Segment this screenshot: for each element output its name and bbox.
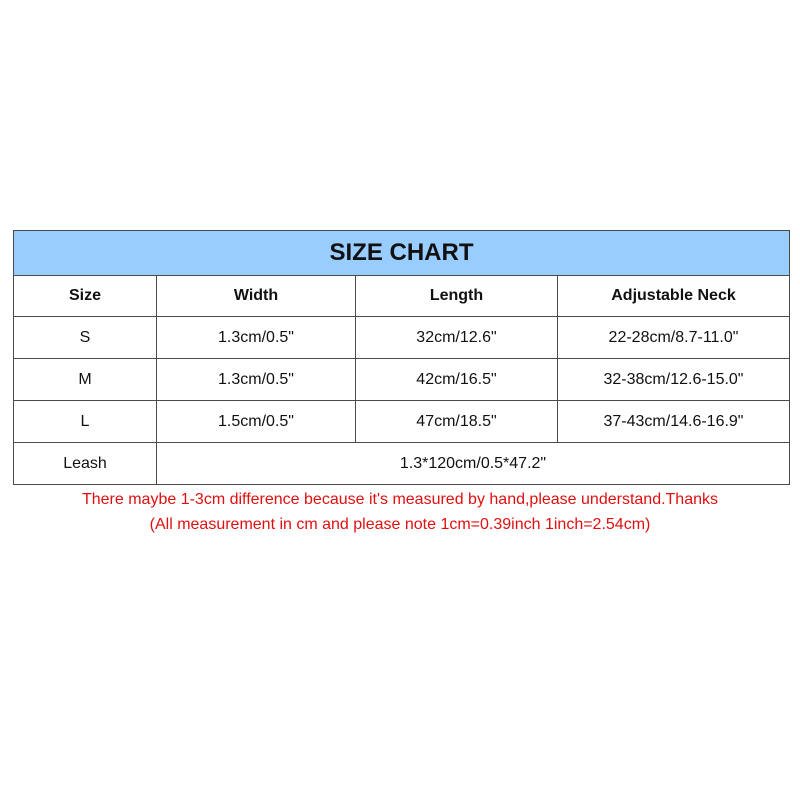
table-row — [14, 317, 790, 359]
neck-cell: 22-28cm/8.7-11.0" — [558, 317, 790, 359]
leash-row — [14, 443, 790, 485]
neck-cell: 37-43cm/14.6-16.9" — [558, 401, 790, 443]
width-cell: 1.5cm/0.5" — [157, 401, 356, 443]
width-cell: 1.3cm/0.5" — [157, 359, 356, 401]
header-adjustable-neck: Adjustable Neck — [558, 276, 790, 317]
header-row — [14, 276, 790, 317]
unit-conversion-note: (All measurement in cm and please note 1cm=0.39inch 1inch=2.54cm) — [149, 516, 651, 533]
table-row — [14, 359, 790, 401]
neck-cell: 32-38cm/12.6-15.0" — [558, 359, 790, 401]
length-cell: 47cm/18.5" — [356, 401, 558, 443]
chart-title: SIZE CHART — [14, 231, 790, 276]
size-chart-table — [13, 230, 790, 485]
length-cell: 32cm/12.6" — [356, 317, 558, 359]
measurement-difference-note: There maybe 1-3cm difference because it's measured by hand,please understand.Thanks — [81, 491, 718, 508]
header-size: Size — [14, 276, 157, 317]
table-row — [14, 401, 790, 443]
width-cell: 1.3cm/0.5" — [157, 317, 356, 359]
title-row — [14, 231, 790, 276]
header-width: Width — [157, 276, 356, 317]
size-cell: M — [14, 359, 157, 401]
leash-value: 1.3*120cm/0.5*47.2" — [157, 443, 790, 485]
size-cell: L — [14, 401, 157, 443]
length-cell: 42cm/16.5" — [356, 359, 558, 401]
leash-label: Leash — [14, 443, 157, 485]
size-cell: S — [14, 317, 157, 359]
header-length: Length — [356, 276, 558, 317]
